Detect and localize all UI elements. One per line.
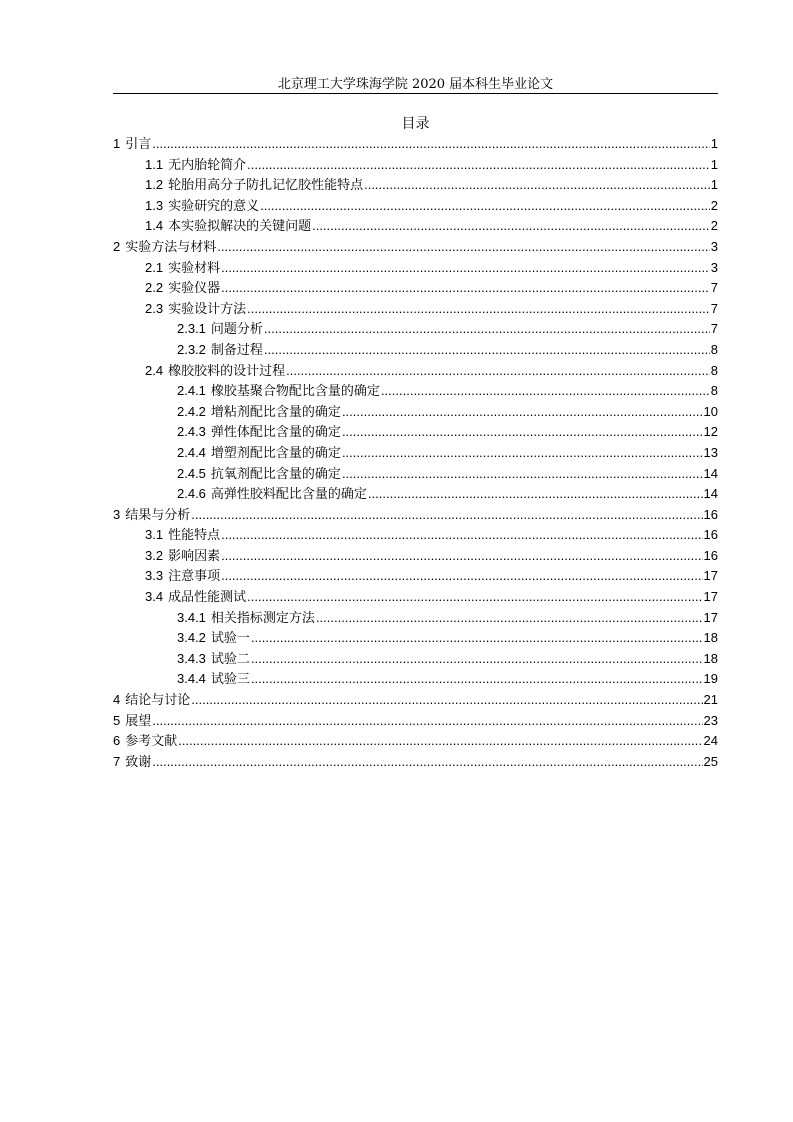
toc-entry-page: 2 [710,197,718,213]
toc-dot-leader [316,608,703,629]
toc-entry-label: 成品性能测试 [168,590,247,606]
toc-entry-label: 引言 [125,137,152,152]
toc-entry-page: 21 [703,692,718,708]
toc-entry-page: 16 [703,527,718,543]
toc-dot-leader [247,587,702,608]
toc-entry-label: 抗氧剂配比含量的确定 [210,466,341,482]
toc-entry-label: 轮胎用高分子防扎记忆胶性能特点 [168,178,364,194]
toc-entry-label: 相关指标测定方法 [210,610,315,626]
toc-entry-label: 增塑剂配比含量的确定 [210,445,341,461]
toc-entry-page: 3 [710,238,718,254]
toc-dot-leader [342,443,703,464]
toc-dot-leader [191,505,702,526]
page-header: 北京理工大学珠海学院 2020 届本科生毕业论文 [277,77,554,92]
toc-entry-label: 展望 [125,713,152,729]
toc-entry-number: 2.4.1 [177,383,206,399]
toc-entry-page: 18 [703,630,718,646]
toc-entry-number: 1.3 [145,197,164,213]
toc-entry[interactable] [113,402,718,423]
toc-entry-label: 问题分析 [210,322,263,338]
toc-entry[interactable] [113,299,718,320]
toc-dot-leader [221,278,710,299]
toc-entry-label: 无内胎轮简介 [168,157,247,173]
toc-entry-label: 增粘剂配比含量的确定 [210,404,341,420]
toc-entry[interactable] [113,340,718,361]
toc-dot-leader [221,258,710,279]
header-divider [113,93,718,94]
toc-dot-leader [191,690,702,711]
toc-entry-number: 3.4.3 [177,650,206,666]
toc-entry[interactable] [113,381,718,402]
toc-entry[interactable] [113,525,718,546]
toc-entry-number: 1.1 [145,156,164,172]
toc-entry-page: 16 [703,547,718,563]
toc-dot-leader [221,525,702,546]
toc-entry-page: 17 [703,568,718,584]
toc-entry-number: 2.3.2 [177,341,206,357]
toc-entry-label: 性能特点 [168,528,221,544]
toc-dot-leader [312,216,710,237]
toc-entry-number: 2.3 [145,300,164,316]
toc-entry[interactable] [113,608,718,629]
toc-entry-number: 2.2 [145,280,164,296]
toc-dot-leader [221,546,702,567]
toc-dot-leader [260,196,710,217]
toc-entry-page: 17 [703,609,718,625]
toc-entry-number: 5 [113,712,121,728]
toc-entry-number: 3 [113,506,121,522]
toc-dot-leader [251,649,703,670]
toc-entry-page: 7 [710,300,718,316]
toc-entry[interactable] [113,711,718,732]
toc-dot-leader [251,628,703,649]
toc-dot-leader [342,464,703,485]
toc-entry-page: 7 [710,280,718,296]
toc-entry[interactable] [113,361,718,382]
toc-entry[interactable] [113,216,718,237]
table-of-contents [113,134,718,772]
toc-entry-page: 12 [703,424,718,440]
toc-entry-page: 17 [703,589,718,605]
toc-entry-label: 本实验拟解决的关键问题 [168,219,312,235]
toc-dot-leader [152,134,710,155]
toc-entry-page: 18 [703,650,718,666]
toc-entry-number: 2 [113,238,121,254]
toc-title: 目录 [401,116,430,132]
toc-entry-page: 23 [703,712,718,728]
toc-dot-leader [342,402,703,423]
toc-entry-page: 14 [703,486,718,502]
toc-entry[interactable] [113,258,718,279]
toc-entry[interactable] [113,505,718,526]
toc-entry-label: 实验研究的意义 [168,198,260,214]
toc-entry-number: 1.2 [145,177,164,193]
toc-entry-label: 试验一 [210,631,250,647]
toc-entry-number: 3.2 [145,547,164,563]
toc-entry[interactable] [113,134,718,155]
toc-entry-label: 试验三 [210,672,250,688]
toc-entry-page: 7 [710,321,718,337]
toc-entry-label: 制备过程 [210,342,263,358]
toc-entry[interactable] [113,196,718,217]
toc-entry-number: 7 [113,753,121,769]
toc-dot-leader [342,422,703,443]
toc-entry[interactable] [113,422,718,443]
toc-entry-label: 结论与讨论 [125,693,191,709]
toc-entry[interactable] [113,752,718,773]
toc-entry-label: 实验材料 [168,260,221,276]
toc-entry-number: 2.3.1 [177,321,206,337]
toc-entry[interactable] [113,649,718,670]
toc-entry-number: 3.1 [145,527,164,543]
toc-entry-page: 1 [710,156,718,172]
toc-dot-leader [221,566,702,587]
toc-entry-number: 2.4.4 [177,444,206,460]
toc-entry-page: 10 [703,403,718,419]
toc-entry[interactable] [113,278,718,299]
toc-entry-number: 2.4.6 [177,486,206,502]
toc-entry-page: 8 [710,341,718,357]
toc-entry-page: 14 [703,465,718,481]
toc-dot-leader [152,752,702,773]
toc-entry-number: 1 [113,136,121,151]
toc-entry-label: 影响因素 [168,548,221,564]
toc-dot-leader [264,340,710,361]
toc-entry-page: 2 [710,218,718,234]
toc-dot-leader [264,319,710,340]
toc-entry-number: 3.3 [145,568,164,584]
toc-entry[interactable] [113,731,718,752]
toc-entry[interactable] [113,690,718,711]
toc-entry-label: 实验设计方法 [168,301,247,317]
toc-entry-page: 8 [710,362,718,378]
toc-entry[interactable] [113,155,718,176]
toc-dot-leader [368,484,703,505]
toc-entry-number: 1.4 [145,218,164,234]
toc-entry-number: 3.4.1 [177,609,206,625]
toc-entry[interactable] [113,237,718,258]
toc-entry-number: 3.4 [145,589,164,605]
toc-entry[interactable] [113,464,718,485]
toc-entry-page: 1 [710,177,718,193]
toc-dot-leader [217,237,710,258]
toc-entry-number: 2.1 [145,259,164,275]
toc-entry-number: 2.4 [145,362,164,378]
toc-dot-leader [247,299,710,320]
toc-entry-number: 3.4.2 [177,630,206,646]
toc-entry[interactable] [113,443,718,464]
toc-entry[interactable] [113,546,718,567]
toc-entry-page: 19 [703,671,718,687]
toc-entry-label: 注意事项 [168,569,221,585]
toc-dot-leader [178,731,702,752]
toc-entry[interactable] [113,628,718,649]
toc-entry-number: 4 [113,692,121,708]
toc-dot-leader [364,175,710,196]
toc-entry-label: 实验仪器 [168,281,221,297]
toc-entry-page: 13 [703,444,718,460]
toc-dot-leader [152,711,702,732]
toc-dot-leader [381,381,710,402]
toc-entry-page: 25 [703,753,718,769]
toc-dot-leader [286,361,710,382]
toc-entry-page: 1 [710,136,718,151]
toc-entry-page: 3 [710,259,718,275]
toc-entry-label: 橡胶基聚合物配比含量的确定 [210,384,380,400]
toc-entry-label: 橡胶胶料的设计过程 [168,363,286,379]
toc-entry[interactable] [113,319,718,340]
toc-entry-label: 致谢 [125,754,152,770]
toc-entry-label: 实验方法与材料 [125,239,217,255]
toc-entry-label: 弹性体配比含量的确定 [210,425,341,441]
toc-entry-label: 高弹性胶料配比含量的确定 [210,487,367,503]
toc-entry-label: 参考文献 [125,734,178,750]
toc-entry[interactable] [113,566,718,587]
toc-entry-label: 试验二 [210,651,250,667]
toc-entry[interactable] [113,484,718,505]
toc-entry[interactable] [113,669,718,690]
toc-entry-number: 2.4.3 [177,424,206,440]
toc-entry-number: 2.4.2 [177,403,206,419]
toc-entry[interactable] [113,175,718,196]
toc-entry-number: 6 [113,733,121,749]
toc-entry-number: 3.4.4 [177,671,206,687]
toc-dot-leader [251,669,703,690]
toc-dot-leader [247,155,710,176]
toc-entry-label: 结果与分析 [125,507,191,523]
toc-entry-page: 8 [710,383,718,399]
toc-entry-number: 2.4.5 [177,465,206,481]
toc-entry-page: 24 [703,733,718,749]
toc-entry[interactable] [113,587,718,608]
toc-entry-page: 16 [703,506,718,522]
